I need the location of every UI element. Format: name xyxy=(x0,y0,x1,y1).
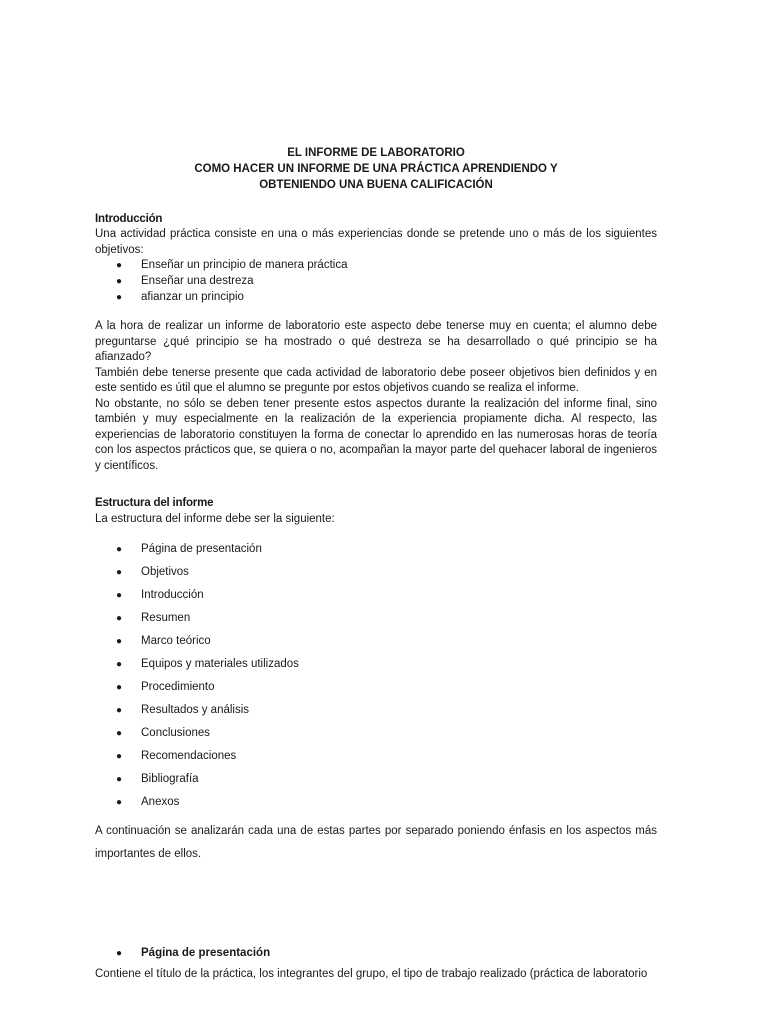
list-item xyxy=(116,257,616,273)
list-item-label: Enseñar una destreza xyxy=(141,275,254,287)
bullet-icon: ● xyxy=(116,544,123,555)
list-item-label: Resumen xyxy=(141,612,191,624)
intro-paragraph: Una actividad práctica consiste en una o más experiencias donde se pretende uno o más de los siguientes objetivos: xyxy=(95,228,657,256)
list-item xyxy=(116,748,616,771)
list-item xyxy=(116,794,616,817)
bullet-icon: ● xyxy=(116,728,123,739)
list-item-label: Resultados y análisis xyxy=(141,704,250,716)
list-item xyxy=(116,633,616,656)
intro-heading: Introducción xyxy=(95,213,163,225)
title-line-3: OBTENIENDO UNA BUENA CALIFICACIÓN xyxy=(259,179,493,191)
body-paragraph: También debe tenerse presente que cada actividad de laboratorio debe poseer objetivos bien definidos y en este sentido es útil que el alumno se pregunte por estos objetivos cuando se realiza el informe. xyxy=(95,366,657,394)
list-item xyxy=(116,541,616,564)
list-item-label: Recomendaciones xyxy=(141,750,237,762)
list-item xyxy=(116,656,616,679)
list-item xyxy=(116,610,616,633)
list-item xyxy=(116,679,616,702)
list-item xyxy=(116,564,616,587)
body-paragraph: A la hora de realizar un informe de laboratorio este aspecto debe tenerse muy en cuenta; el alumno debe preguntarse ¿qué principio se ha mostrado o qué destreza se ha desarrollado o qué principio se ha afianzado? xyxy=(95,320,657,363)
bullet-icon: ● xyxy=(116,613,123,624)
list-item xyxy=(116,289,616,305)
list-item-label: Página de presentación xyxy=(141,543,262,555)
list-item-label: Equipos y materiales utilizados xyxy=(141,658,299,670)
body-paragraph: No obstante, no sólo se deben tener presente estos aspectos durante la realización del informe final, sino también y muy especialmente en la realización de la experiencia propiamente dicha. Al respecto, las experiencias de laboratorio constituyen la forma de conectar lo aprendido en las numerosas horas de teoría con los aspectos prácticos que, se quiera o no, acompañan la mayor parte del quehacer laboral de ingenieros y científicos. xyxy=(95,397,657,472)
bullet-icon: ● xyxy=(116,636,123,647)
structure-intro: La estructura del informe debe ser la siguiente: xyxy=(95,513,335,525)
structure-heading: Estructura del informe xyxy=(95,497,214,509)
bullet-icon: ● xyxy=(116,659,123,670)
bullet-icon: ● xyxy=(116,948,123,959)
bullet-icon: ● xyxy=(116,682,123,693)
list-item xyxy=(116,725,616,748)
list-item-label: Enseñar un principio de manera práctica xyxy=(141,259,348,271)
list-item xyxy=(116,587,616,610)
presentation-heading xyxy=(116,945,516,962)
intro-paragraph-body xyxy=(95,319,657,474)
list-item-label: Anexos xyxy=(141,796,180,808)
list-item xyxy=(116,771,616,794)
document-title xyxy=(95,145,657,193)
bullet-icon: ● xyxy=(116,260,123,271)
list-item-label: Procedimiento xyxy=(141,681,215,693)
list-item-label: afianzar un principio xyxy=(141,291,244,303)
bullet-icon: ● xyxy=(116,567,123,578)
bullet-icon: ● xyxy=(116,751,123,762)
bullet-icon: ● xyxy=(116,705,123,716)
title-line-1: EL INFORME DE LABORATORIO xyxy=(287,147,465,159)
bullet-icon: ● xyxy=(116,590,123,601)
list-item-label: Objetivos xyxy=(141,566,189,578)
bullet-icon: ● xyxy=(116,774,123,785)
list-item-label: Introducción xyxy=(141,589,204,601)
objectives-list xyxy=(116,257,616,305)
bullet-icon: ● xyxy=(116,292,123,303)
list-item xyxy=(116,273,616,289)
structure-list xyxy=(116,541,616,817)
title-line-2: COMO HACER UN INFORME DE UNA PRÁCTICA APRENDIENDO Y xyxy=(194,163,558,175)
structure-closing: A continuación se analizarán cada una de estas partes por separado poniendo énfasis en los aspectos más importantes de ellos. xyxy=(95,825,657,860)
bullet-icon: ● xyxy=(116,276,123,287)
list-item-label: Bibliografía xyxy=(141,773,199,785)
list-item-label: Conclusiones xyxy=(141,727,211,739)
bullet-icon: ● xyxy=(116,797,123,808)
presentation-text: Contiene el título de la práctica, los integrantes del grupo, el tipo de trabajo realizado (práctica de laboratorio xyxy=(95,968,648,980)
list-item xyxy=(116,702,616,725)
list-item-label: Marco teórico xyxy=(141,635,211,647)
presentation-heading-label: Página de presentación xyxy=(141,947,271,959)
